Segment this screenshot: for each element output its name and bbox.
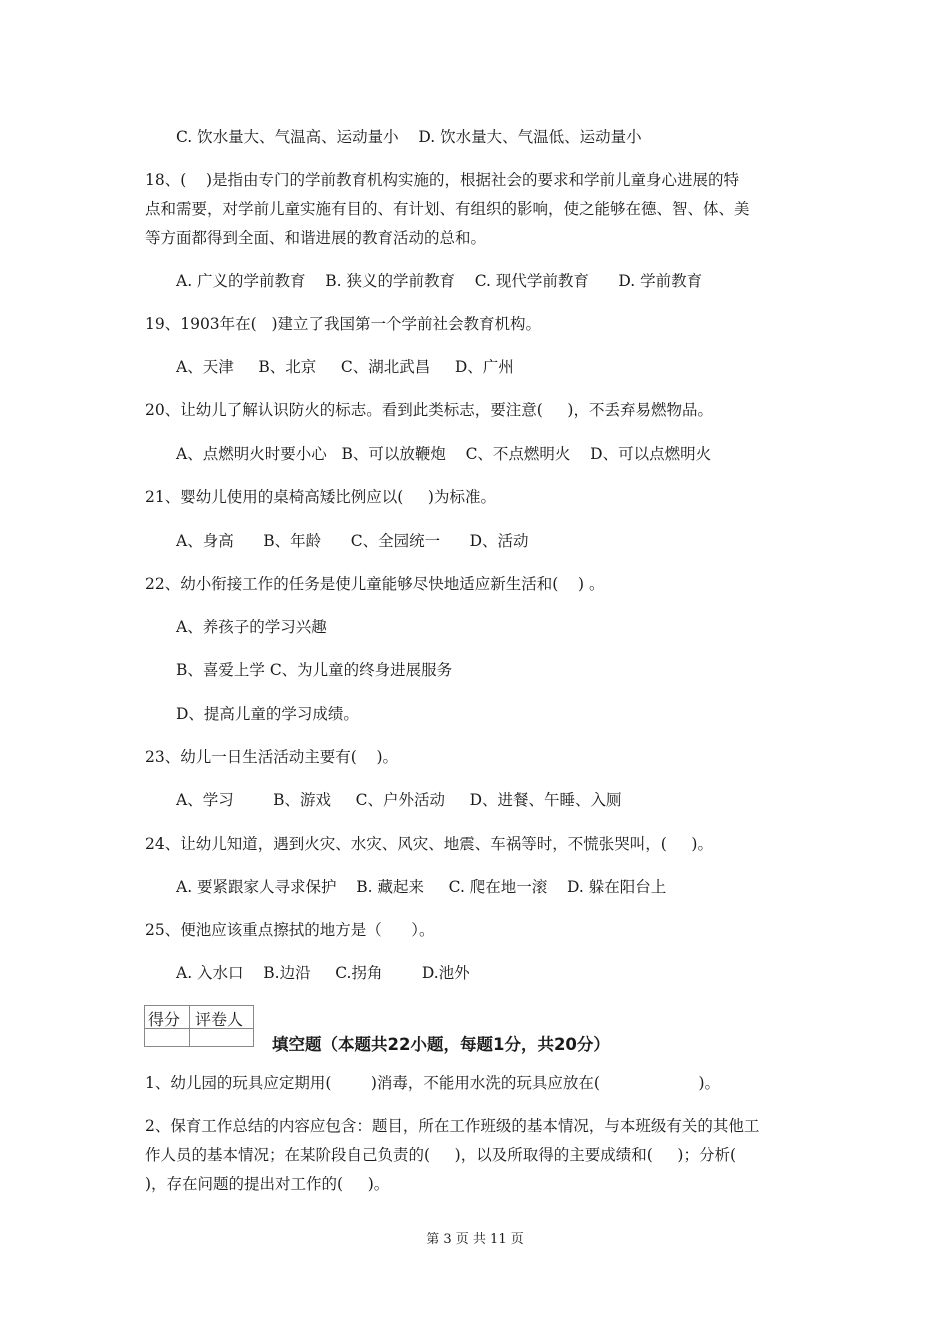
q22-option-d: D、提高儿童的学习成绩。: [176, 705, 359, 723]
q18-stem-line-3: 等方面都得到全面、和谐进展的教育活动的总和。: [145, 229, 487, 247]
q24-options: A. 要紧跟家人寻求保护 B. 藏起来 C. 爬在地一滚 D. 躲在阳台上: [176, 878, 667, 896]
score-table: [144, 1005, 254, 1047]
q25-stem: 25、便池应该重点擦拭的地方是（ ）。: [145, 921, 435, 939]
page-footer: 第 3 页 共 11 页: [426, 1232, 524, 1247]
q18-stem-line-1: 18、( )是指由专门的学前教育机构实施的，根据社会的要求和学前儿童身心进展的特: [145, 171, 740, 189]
q22-option-bc: B、喜爱上学 C、为儿童的终身进展服务: [176, 661, 453, 679]
score-label: 得分: [148, 1010, 181, 1029]
fill-q2-line-2: 作人员的基本情况；在某阶段自己负责的( )，以及所取得的主要成绩和( )；分析(: [145, 1146, 737, 1164]
q20-stem: 20、让幼儿了解认识防火的标志。看到此类标志，要注意( )，不丢弃易燃物品。: [145, 401, 713, 419]
section-title: 填空题（本题共22小题，每题1分，共20分）: [272, 1035, 610, 1054]
q20-options: A、点燃明火时要小心 B、可以放鞭炮 C、不点燃明火 D、可以点燃明火: [176, 445, 712, 463]
q18-stem-line-2: 点和需要，对学前儿童实施有目的、有计划、有组织的影响，使之能够在德、智、体、美: [145, 200, 750, 218]
q25-options: A. 入水口 B.边沿 C.拐角 D.池外: [176, 964, 470, 982]
q19-options: A、天津 B、北京 C、湖北武昌 D、广州: [176, 358, 514, 376]
q21-options: A、身高 B、年龄 C、全园统一 D、活动: [176, 532, 529, 550]
q23-options: A、学习 B、游戏 C、户外活动 D、进餐、午睡、入厕: [176, 791, 622, 809]
q22-option-a: A、养孩子的学习兴趣: [176, 618, 327, 636]
q18-options: A. 广义的学前教育 B. 狭义的学前教育 C. 现代学前教育 D. 学前教育: [176, 272, 703, 290]
q21-stem: 21、婴幼儿使用的桌椅高矮比例应以( )为标准。: [145, 488, 496, 506]
fill-q2-line-3: )，存在问题的提出对工作的( )。: [145, 1175, 390, 1193]
q19-stem: 19、1903年在( )建立了我国第一个学前社会教育机构。: [145, 315, 542, 333]
q17-options-cd: C. 饮水量大、气温高、运动量小 D. 饮水量大、气温低、运动量小: [176, 128, 642, 146]
score-table-divider-v: [189, 1006, 190, 1046]
q22-stem: 22、幼小衔接工作的任务是使儿童能够尽快地适应新生活和( ) 。: [145, 575, 605, 593]
q24-stem: 24、让幼儿知道，遇到火灾、水灾、风灾、地震、车祸等时，不慌张哭叫，( )。: [145, 835, 713, 853]
reviewer-label: 评卷人: [195, 1010, 244, 1029]
fill-q2-line-1: 2、保育工作总结的内容应包含：题目，所在工作班级的基本情况，与本班级有关的其他工: [145, 1117, 760, 1135]
q23-stem: 23、幼儿一日生活活动主要有( )。: [145, 748, 399, 766]
fill-q1: 1、幼儿园的玩具应定期用( )消毒，不能用水洗的玩具应放在( )。: [145, 1074, 721, 1092]
